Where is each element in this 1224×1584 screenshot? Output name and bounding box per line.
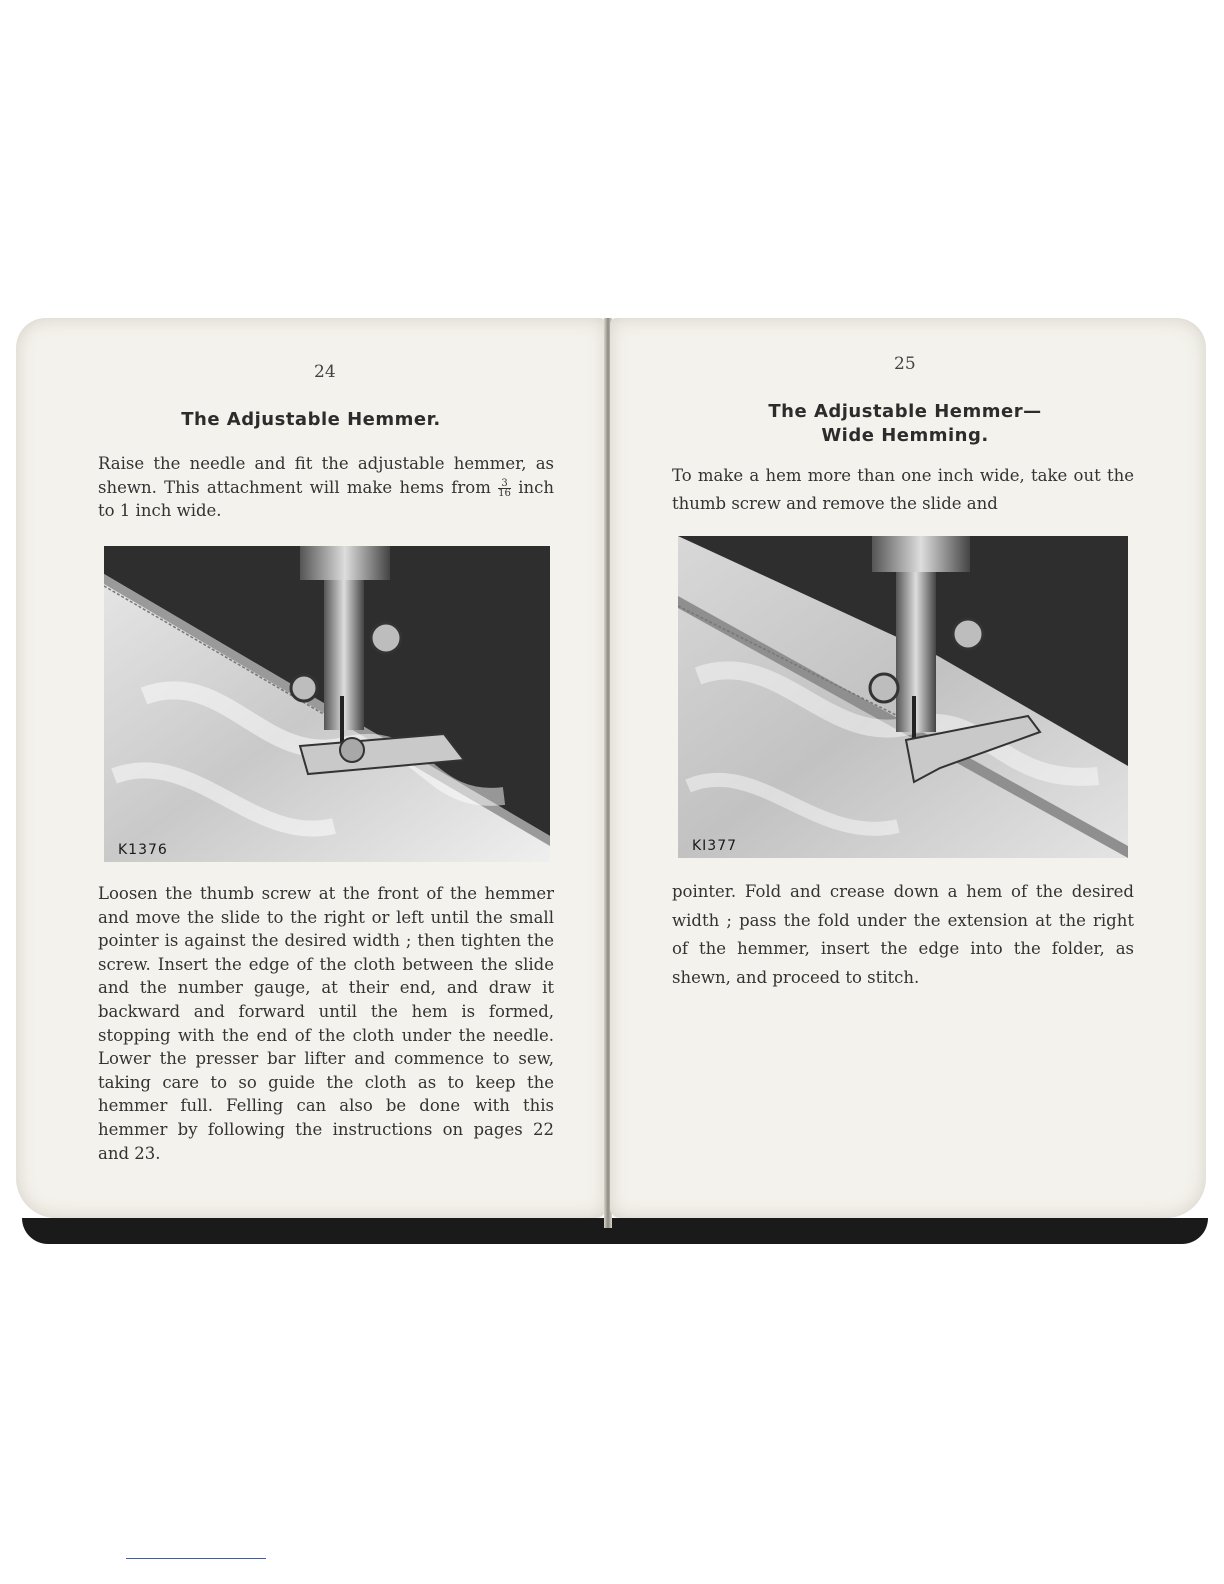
right-title-line-1: The Adjustable Hemmer— [768, 401, 1042, 422]
fraction [498, 479, 511, 498]
booklet-edge-shadow [22, 1218, 1208, 1244]
left-intro-text-2: inch to 1 inch wide. [98, 477, 554, 521]
right-page [610, 318, 1206, 1218]
figure-code-k1376: K1376 [118, 842, 168, 858]
hemmer-photo-illustration [104, 546, 550, 862]
wide-hemming-photo-illustration [678, 536, 1128, 858]
hemmer-photo-k1377 [678, 536, 1128, 858]
footer-rule [126, 1558, 266, 1559]
right-intro-paragraph: To make a hem more than one inch wide, take out the thumb screw and remove the slide and [672, 466, 1134, 513]
fraction-numerator: 3 [498, 479, 511, 489]
figure-code-k1377: KI377 [692, 838, 738, 854]
fraction-denominator: 16 [498, 487, 511, 499]
left-page-title: The Adjustable Hemmer. [181, 409, 441, 430]
left-body-paragraph: Loosen the thumb screw at the front of the hemmer and move the slide to the right or left until the small pointer is against the desired width ; then tighten the screw. Insert the edge of the cloth between the slide and the number gauge, at their end, and draw it backward and forward until the hem is formed, stopping with the end of the cloth under the needle. Lower the presser bar lifter and commence to sew, taking care to so guide the cloth as to keep the hemmer full. Felling can also be done with this hemmer by following the instructions on pages 22 and 23. [98, 884, 554, 1163]
right-body-paragraph: pointer. Fold and crease down a hem of the desired width ; pass the fold under the extension at the right of the hemmer, insert the edge into the folder, as shewn, and proceed to stitch. [672, 882, 1134, 987]
open-booklet [16, 318, 1210, 1244]
right-page-title [670, 400, 1140, 448]
left-page-number: 24 [314, 362, 336, 382]
left-page [16, 318, 606, 1218]
right-title-line-2: Wide Hemming. [821, 425, 989, 446]
left-intro-text-1: Raise the needle and fit the adjustable hemmer, as shewn. This attachment will make hems from [98, 454, 554, 497]
hemmer-photo-k1376 [104, 546, 550, 862]
left-intro-paragraph [98, 452, 554, 523]
right-page-number: 25 [894, 354, 916, 374]
